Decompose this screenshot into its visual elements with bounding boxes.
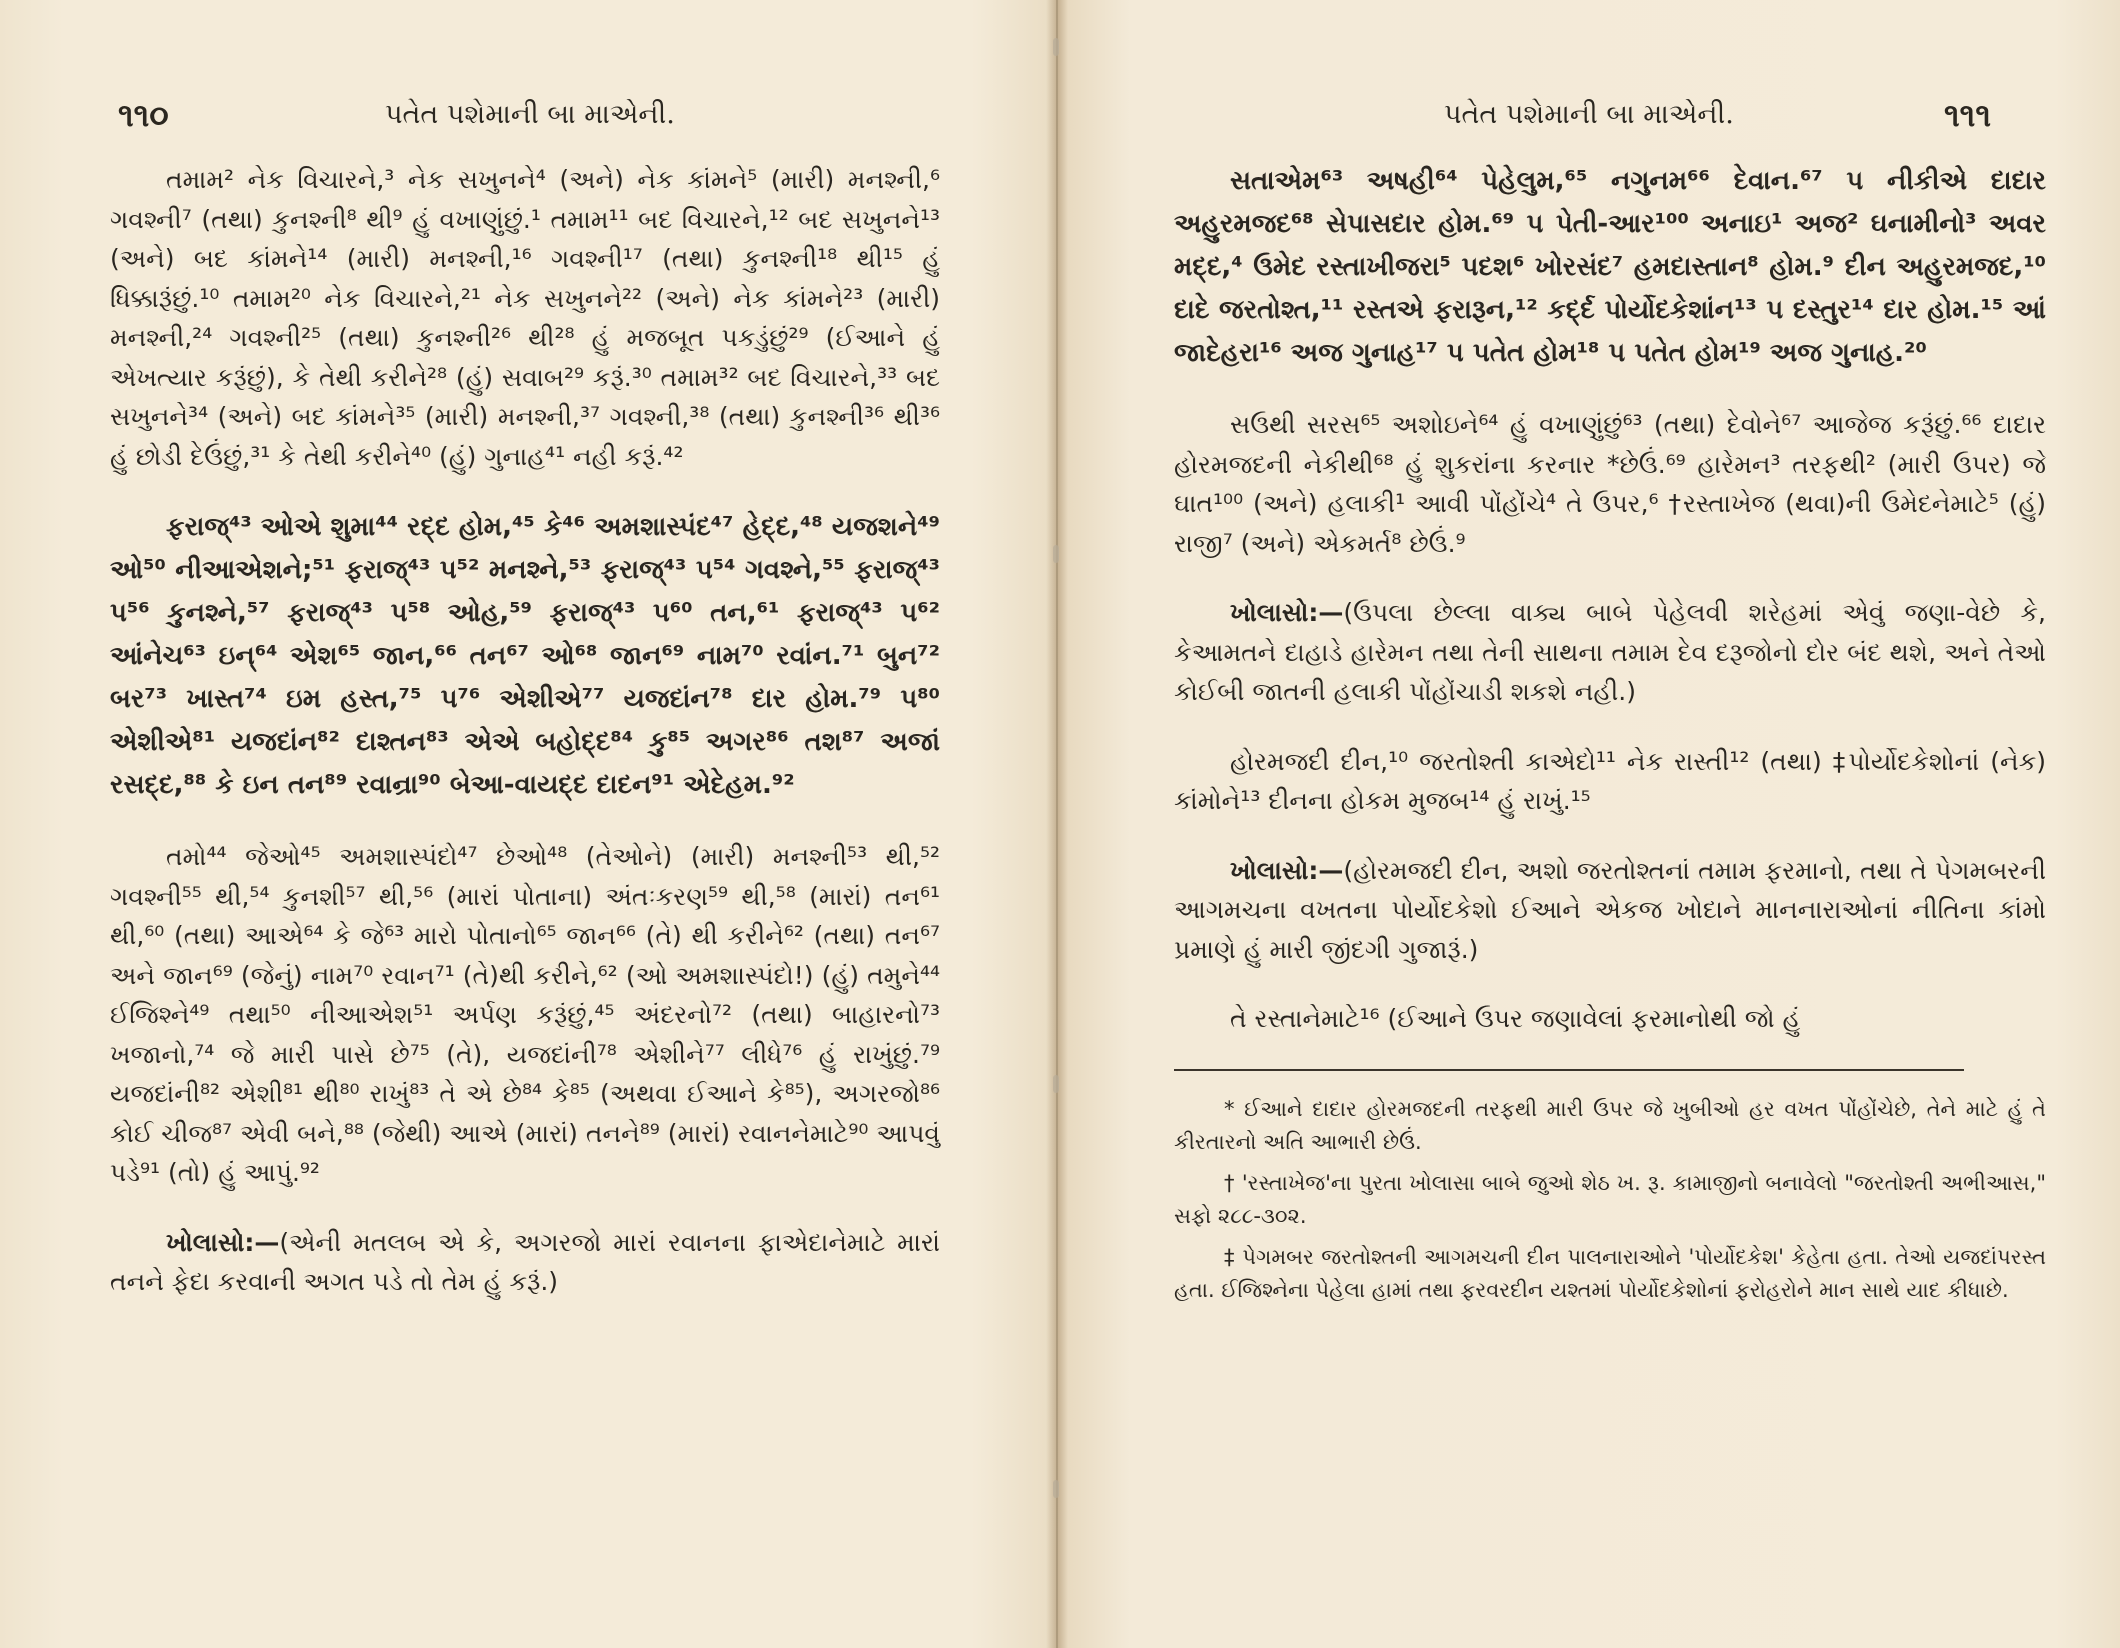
left-paragraph-3: તમો⁴⁴ જેઓ⁴⁵ અમશાસ્પંદો⁴⁷ છેઓ⁴⁸ (તેઓને) (મારી) મનશ્ની⁵³ થી,⁵² ગવશ્ની⁵⁵ થી,⁵⁴ કુનશી⁵⁷ થી,⁵⁶ (મારાં પોતાના) અંતઃકરણ⁵⁹ થી,⁵⁸ (મારાં) તન⁶¹ થી,⁶⁰ (તથા) આએ⁶⁴ કે જે⁶³ મારો પોતાનો⁶⁵ જાન⁶⁶ (તે) થી કરીને⁶² (તથા) તન⁶⁷ અને જાન⁶⁹ (જેનું) નામ⁷⁰ રવાન⁷¹ (તે)થી કરીને,⁶² (ઓ અમશાસ્પંદો!) (હું) તમુને⁴⁴ ઈજિશ્ને⁴⁹ તથા⁵⁰ નીઆએશ⁵¹ અર્પણ કરૂંછું,⁴⁵ અંદરનો⁷² (તથા) બાહારનો⁷³ ખજાનો,⁷⁴ જે મારી પાસે છે⁷⁵ (તે), યજદાંની⁷⁸ એશીને⁷⁷ લીધે⁷⁶ હું રાખુંછું.⁷⁹ યજદાંની⁸² એશી⁸¹ થી⁸⁰ રાખું⁸³ તે એ છે⁸⁴ કે⁸⁵ (અથવા ઈઆને કે⁸⁵), અગરજો⁸⁶ કોઈ ચીજ⁸⁷ એવી બને,⁸⁸ (જેથી) આએ (મારાં) તનને⁸⁹ (મારાં) રવાનનેમાટે⁹⁰ આપવું પડે⁹¹ (તો) હું આપું.⁹² — [110, 842, 940, 1187]
footnote-double-dagger: ‡ પેગમબર જરતોશ્તની આગમચની દીન પાલનારાઓને 'પોર્યોદકેશ' કેહેતા હતા. તેઓ યજદાંપરસ્ત હતા. ઈજિશ્નેના પેહેલા હામાં તથા ફરવરદીન યશ્તમાં પોર્યોદકેશોનાં ફરોહરોને માન સાથે યાદ કીધાછે. — [1174, 1244, 2046, 1302]
left-paragraph-4-explanation: ખોલાસો:—(એની મતલબ એ કે, અગરજો મારાં રવાનના ફાએદાનેમાટે મારાં તનને ફેદા કરવાની અગત પડે તો તેમ હું કરૂં.) — [110, 1227, 940, 1296]
explanation-label: ખોલાસો:— — [166, 1227, 280, 1257]
right-paragraph-2: સઉથી સરસ⁶⁵ અશોઇને⁶⁴ હું વખાણુંછું⁶³ (તથા) દેવોને⁶⁷ આજેજ કરૂંછું.⁶⁶ દાદાર હોરમજદની નેકીથી⁶⁸ હું શુકરાંના કરનાર *છેઉં.⁶⁹ હારેમન³ તરફથી² (મારી ઉપર) જે ઘાત¹⁰⁰ (અને) હલાકી¹ આવી પોંહોંચે⁴ તે ઉપર,⁶ †રસ્તાખેજ (થવા)ની ઉમેદનેમાટે⁵ (હું) રાજી⁷ (અને) એકમર્ત⁸ છેઉં.⁹ — [1174, 410, 2046, 558]
footnote-dagger: † 'રસ્તાખેજ'ના પુરતા ખોલાસા બાબે જુઓ શેઠ ખ. રૂ. કામાજીનો બનાવેલો "જરતોશ્તી અભીઆસ," સફો ૨૮૮-૩૦૨. — [1174, 1170, 2046, 1228]
binding-thread-mark — [1053, 1480, 1059, 1498]
left-page — [0, 0, 1056, 1648]
left-page-body — [110, 160, 940, 1332]
book-gutter — [1046, 0, 1068, 1648]
binding-thread-mark — [1053, 545, 1059, 563]
left-paragraph-2-pazend: ફરાજ્⁴³ ઓએ શુમા⁴⁴ રદ્દ હોમ,⁴⁵ કે⁴⁶ અમશાસ્પંદ⁴⁷ હેદ્દ,⁴⁸ યજશને⁴⁹ ઓ⁵⁰ નીઆએશને;⁵¹ ફરાજ્⁴³ પ⁵² મનશ્ને,⁵³ ફરાજ્⁴³ પ⁵⁴ ગવશ્ને,⁵⁵ ફરાજ્⁴³ પ⁵⁶ કુનશ્ને,⁵⁷ ફરાજ્⁴³ પ⁵⁸ ઓહ,⁵⁹ ફરાજ્⁴³ પ⁶⁰ તન,⁶¹ ફરાજ્⁴³ પ⁶² આંનેચ⁶³ ઇન્⁶⁴ એશ⁶⁵ જાન,⁶⁶ તન⁶⁷ ઓ⁶⁸ જાન⁶⁹ નામ⁷⁰ રવાંન.⁷¹ બુન⁷² બર⁷³ ખાસ્ત⁷⁴ ઇમ હસ્ત,⁷⁵ પ⁷⁶ એશીએ⁷⁷ યજદાંન⁷⁸ દાર હોમ.⁷⁹ પ⁸⁰ એશીએ⁸¹ યજદાંન⁸² દાશ્તન⁸³ એએ બહોદ્દ⁸⁴ કુ⁸⁵ અગર⁸⁶ તશ⁸⁷ અજાં રસદ્દ,⁸⁸ કે ઇન તન⁸⁹ રવાન્રા⁹⁰ બેઆ-વાયદ્દ દાદન⁹¹ એદેહમ.⁹² — [110, 512, 940, 800]
right-page-body — [1174, 160, 2046, 1315]
right-paragraph-3-explanation: ખોલાસો:—(ઉપલા છેલ્લા વાક્ય બાબે પેહેલવી શરેહમાં એવું જણા-વેછે કે, કેઆમતને દાહાડે હારેમન તથા તેની સાથના તમામ દેવ દરૂજોનો દોર બંદ થશે, અને તેઓ કોઈબી જાતની હલાકી પોંહોંચાડી શકશે નહી.) — [1174, 598, 2046, 706]
right-paragraph-1-pazend: સતાએમ⁶³ અષહી⁶⁴ પેહેલુમ,⁶⁵ નગુનમ⁶⁶ દેવાન.⁶⁷ પ નીકીએ દાદાર અહુરમજદ⁶⁸ સેપાસદાર હોમ.⁶⁹ પ પેતી-આર¹⁰⁰ અનાઇ¹ અજ² ઘનામીનો³ અવર મદ્દ,⁴ ઉમેદ રસ્તાખીજરા⁵ પદશ⁶ ખોરસંદ⁷ હમદાસ્તાન⁸ હોમ.⁹ દીન અહુરમજદ,¹⁰ દાદે જરતોશ્ત,¹¹ રસ્તએ ફરારૂન,¹² કર્દ્દ પોર્યોદકેશાંન¹³ પ દસ્તુર¹⁴ દાર હોમ.¹⁵ આં જાદેહરા¹⁶ અજ ગુનાહ¹⁷ પ પતેત હોમ¹⁸ પ પતેત હોમ¹⁹ અજ ગુનાહ.²⁰ — [1174, 166, 2046, 368]
left-paragraph-1: તમામ² નેક વિચારને,³ નેક સખુનને⁴ (અને) નેક કાંમને⁵ (મારી) મનશ્ની,⁶ ગવશ્ની⁷ (તથા) કુનશ્ની⁸ થી⁹ હું વખાણુંછું.¹ તમામ¹¹ બદ વિચારને,¹² બદ સખુનને¹³ (અને) બદ કાંમને¹⁴ (મારી) મનશ્ની,¹⁶ ગવશ્ની¹⁷ (તથા) કુનશ્ની¹⁸ થી¹⁵ હું ધિક્કારૂંછું.¹⁰ તમામ²⁰ નેક વિચારને,²¹ નેક સખુનને²² (અને) નેક કાંમને²³ (મારી) મનશ્ની,²⁴ ગવશ્ની²⁵ (તથા) કુનશ્ની²⁶ થી²⁸ હું મજબૂત પકડુંછું²⁹ (ઈઆને હું એખત્યાર કરૂંછું), કે તેથી કરીને²⁸ (હું) સવાબ²⁹ કરૂં.³⁰ તમામ³² બદ વિચારને,³³ બદ સખુનને³⁴ (અને) બદ કાંમને³⁵ (મારી) મનશ્ની,³⁷ ગવશ્ની,³⁸ (તથા) કુનશ્ની³⁶ થી³⁶ હું છોડી દેઉંછું,³¹ કે તેથી કરીને⁴⁰ (હું) ગુનાહ⁴¹ નહી કરૂં.⁴² — [110, 165, 940, 471]
explanation-label: ખોલાસો:— — [1230, 855, 1344, 885]
right-paragraph-5-explanation: ખોલાસો:—(હોરમજદી દીન, અશો જરતોશ્તનાં તમામ ફરમાનો, તથા તે પેગમબરની આગમચના વખતના પોર્યોદકેશો ઈઆને એકજ ખોદાને માનનારાઓનાં નીતિના કાંમો પ્રમાણે હું મારી જીંદગી ગુજારૂં.) — [1174, 855, 2046, 964]
right-running-title: પતેત પશેમાની બા માએની. — [1444, 99, 1734, 130]
footnote-divider — [1174, 1069, 1964, 1071]
explanation-label: ખોલાસો:— — [1230, 598, 1344, 627]
footnote-asterisk: * ઈઆને દાદાર હોરમજદની તરફથી મારી ઉપર જે ખુબીઓ હર વખત પોંહોંચેછે, તેને માટે હું તે કીરતારનો અતિ આભારી છેઉં. — [1174, 1096, 2046, 1154]
binding-thread-mark — [1053, 1075, 1059, 1093]
left-running-title: પતેત પશેમાની બા માએની. — [385, 99, 675, 130]
binding-thread-mark — [1053, 38, 1059, 56]
right-page — [1056, 0, 2120, 1648]
left-page-number: ૧૧૦ — [118, 96, 169, 134]
right-paragraph-6: તે રસ્તાનેમાટે¹⁶ (ઈઆને ઉપર જણાવેલાં ફરમાનોથી જો હું — [1230, 1004, 1801, 1033]
right-page-number: ૧૧૧ — [1944, 96, 1992, 134]
right-paragraph-4: હોરમજદી દીન,¹⁰ જરતોશ્તી કાએદો¹¹ નેક રાસ્તી¹² (તથા) ‡પોર્યોદકેશોનાં (નેક) કાંમોને¹³ દીનના હોકમ મુજબ¹⁴ હું રાખું.¹⁵ — [1174, 746, 2046, 815]
